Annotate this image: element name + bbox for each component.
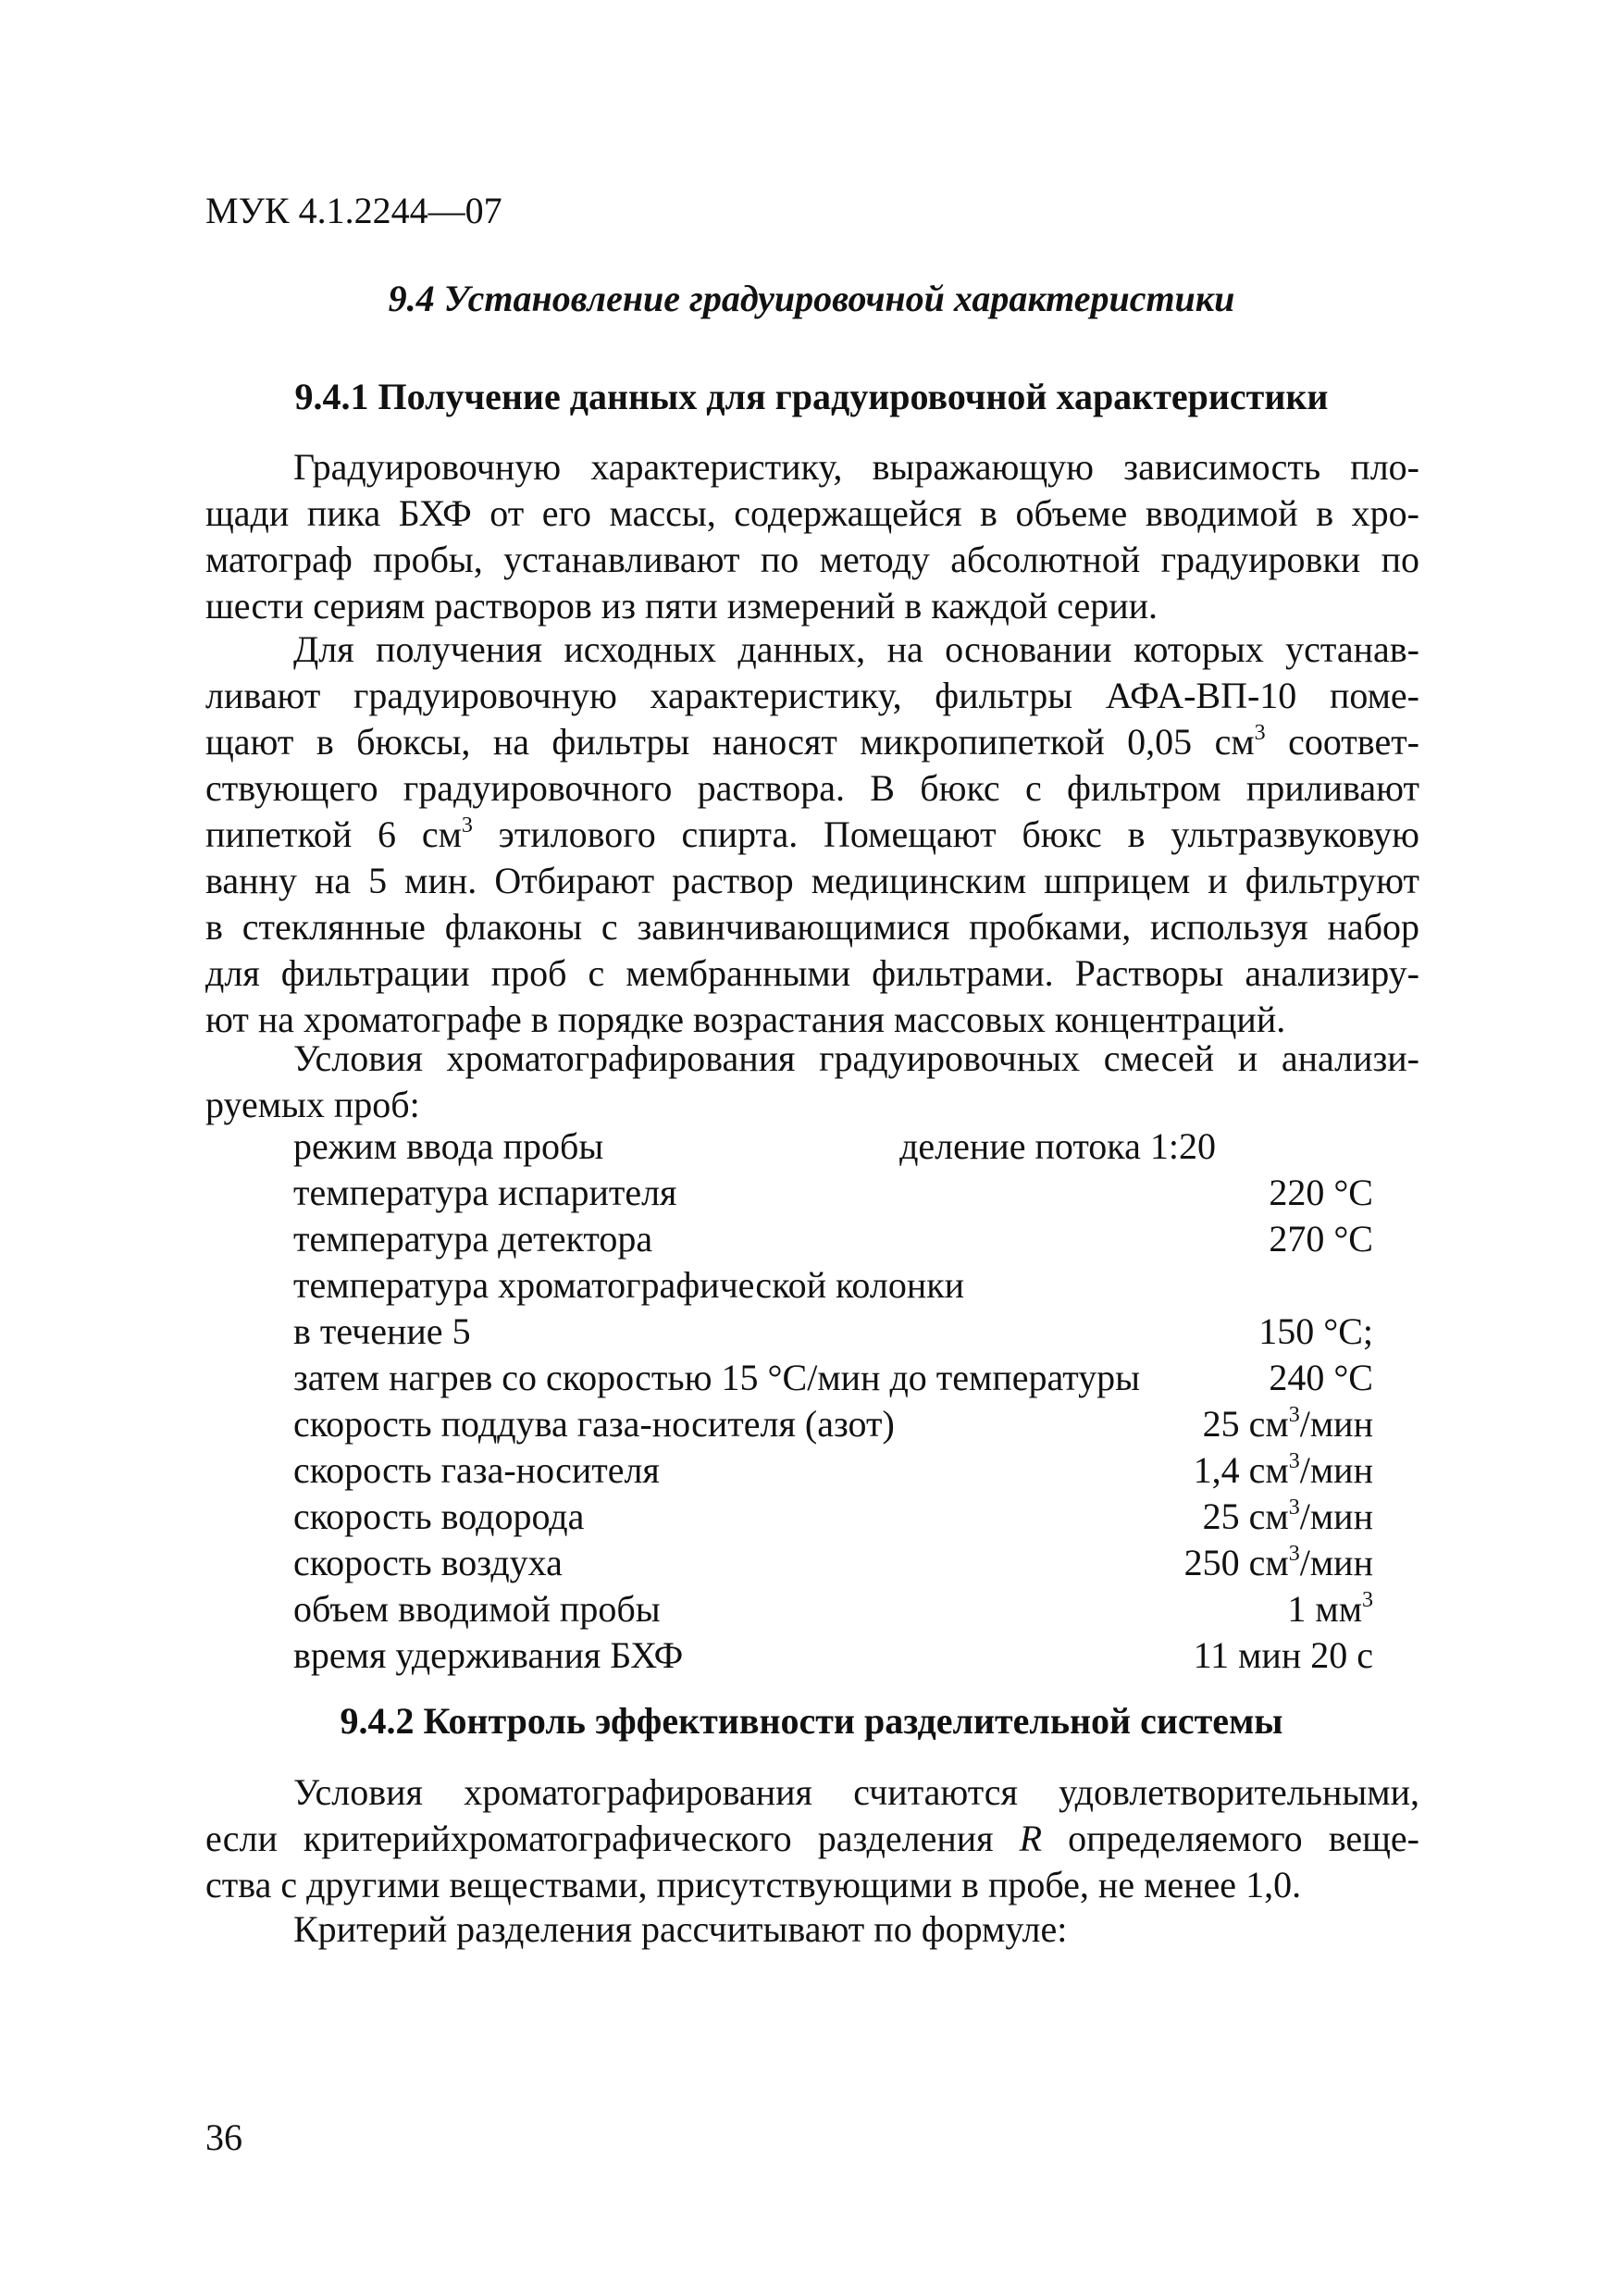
value-fragment: 1 мм [1287, 1588, 1362, 1630]
section-title: 9.4 Установление градуировочной характеристики [388, 278, 1235, 319]
condition-label: объем вводимой пробы [293, 1588, 661, 1630]
text-line: в стеклянные флаконы с завинчивающимися пробками, используя набор [205, 906, 1419, 948]
condition-value [1203, 1494, 1373, 1540]
condition-value [1184, 1540, 1373, 1586]
text-fragment: если критерийхроматографического разделения [205, 1818, 1020, 1859]
condition-value: деление потока 1:20 [899, 1125, 1216, 1167]
condition-row [293, 1447, 1373, 1494]
chromatography-conditions [293, 1123, 1373, 1679]
condition-value: 240 °С [1269, 1357, 1373, 1398]
subsection-1-title: 9.4.1 Получение данных для градуировочной характеристики [294, 376, 1329, 417]
condition-label: температура испарителя [293, 1172, 677, 1213]
value-fragment: 25 см [1202, 1496, 1289, 1537]
text-line: ствующего градуировочного раствора. В бюкс с фильтром приливают [205, 767, 1419, 809]
condition-row [293, 1309, 1373, 1355]
superscript: 3 [1288, 1541, 1300, 1566]
condition-label: температура хроматографической колонки [293, 1264, 965, 1306]
value-fragment: /мин [1299, 1542, 1373, 1583]
condition-value: 220 °С [1269, 1172, 1373, 1213]
condition-row [293, 1355, 1373, 1401]
condition-row [293, 1586, 1373, 1632]
condition-value: 270 °С [1269, 1218, 1373, 1260]
superscript: 3 [1362, 1587, 1373, 1612]
text-line [205, 719, 1419, 765]
text-line: Градуировочную характеристику, выражающую зависимость пло- [293, 446, 1419, 488]
paragraph-5 [205, 1906, 1419, 1953]
text-fragment: этилового спирта. Помещают бюкс в ультразвуковую [472, 813, 1420, 855]
text-fragment: определяемого веще- [1042, 1818, 1419, 1859]
value-fragment: /мин [1299, 1449, 1373, 1491]
text-fragment: щают в бюксы, на фильтры наносят микропипеткой 0,05 см [205, 721, 1255, 763]
paragraph-2 [205, 627, 1419, 1043]
text-line: ства с другими веществами, присутствующими в пробе, не менее 1,0. [205, 1864, 1302, 1905]
condition-value: 11 мин 20 с [1193, 1634, 1373, 1676]
condition-row [293, 1632, 1373, 1679]
variable-r: R [1019, 1818, 1043, 1859]
condition-label: время удерживания БХФ [293, 1634, 684, 1676]
page-number: 36 [205, 2116, 242, 2158]
value-fragment: 250 см [1183, 1542, 1289, 1583]
text-line: руемых проб: [205, 1084, 420, 1125]
condition-value [1287, 1586, 1373, 1632]
condition-row [293, 1540, 1373, 1586]
text-line: матограф пробы, устанавливают по методу абсолютной градуировки по [205, 539, 1419, 580]
condition-label: скорость водорода [293, 1496, 585, 1537]
condition-row [293, 1123, 1373, 1170]
condition-label: скорость воздуха [293, 1542, 563, 1583]
superscript: 3 [1254, 720, 1266, 745]
text-line [205, 812, 1419, 858]
condition-row [293, 1401, 1373, 1447]
text-line: Условия хроматографирования считаются удовлетворительными, [293, 1771, 1419, 1813]
text-fragment: соответ- [1265, 721, 1419, 763]
condition-label: температура детектора [293, 1218, 653, 1260]
text-line: для фильтрации проб с мембранными фильтрами. Растворы анализиру- [205, 952, 1419, 994]
paragraph-3 [205, 1036, 1419, 1128]
text-line: шести сериям растворов из пяти измерений в каждой серии. [205, 585, 1158, 627]
superscript: 3 [1288, 1448, 1300, 1473]
subsection-2-title: 9.4.2 Контроль эффективности разделительной системы [340, 1700, 1283, 1742]
text-fragment: пипеткой 6 см [205, 813, 462, 855]
condition-row [293, 1216, 1373, 1262]
condition-label: скорость поддува газа-носителя (азот) [293, 1403, 895, 1445]
paragraph-1 [205, 444, 1419, 629]
text-line: ванну на 5 мин. Отбирают раствор медицинским шприцем и фильтруют [205, 860, 1419, 901]
condition-row [293, 1494, 1373, 1540]
superscript: 3 [1288, 1495, 1300, 1520]
condition-label: в течение 5 [293, 1310, 471, 1352]
text-line: ливают градуировочную характеристику, фильтры АФА-ВП-10 поме- [205, 675, 1419, 716]
condition-row [293, 1170, 1373, 1216]
condition-value [1203, 1401, 1373, 1447]
condition-value: 150 °С; [1258, 1310, 1373, 1352]
condition-row [293, 1262, 1373, 1309]
text-line: Критерий разделения рассчитывают по формуле: [293, 1908, 1068, 1950]
value-fragment: 1,4 см [1193, 1449, 1289, 1491]
value-fragment: /мин [1299, 1403, 1373, 1445]
text-line [205, 1816, 1419, 1862]
condition-value [1194, 1447, 1373, 1494]
text-line: щади пика БХФ от его массы, содержащейся в объеме вводимой в хро- [205, 492, 1419, 534]
condition-label: режим ввода пробы [293, 1125, 604, 1167]
text-line: Для получения исходных данных, на основании которых устанав- [293, 628, 1419, 670]
condition-label: затем нагрев со скоростью 15 °С/мин до температуры [293, 1357, 1141, 1398]
document-id: МУК 4.1.2244—07 [205, 190, 502, 231]
superscript: 3 [1288, 1402, 1300, 1427]
text-line: ют на хроматографе в порядке возрастания массовых концентраций. [205, 999, 1286, 1040]
value-fragment: /мин [1299, 1496, 1373, 1537]
value-fragment: 25 см [1202, 1403, 1289, 1445]
paragraph-4 [205, 1769, 1419, 1908]
text-line: Условия хроматографирования градуировочных смесей и анализи- [293, 1037, 1419, 1079]
condition-label: скорость газа-носителя [293, 1449, 660, 1491]
superscript: 3 [461, 813, 473, 838]
